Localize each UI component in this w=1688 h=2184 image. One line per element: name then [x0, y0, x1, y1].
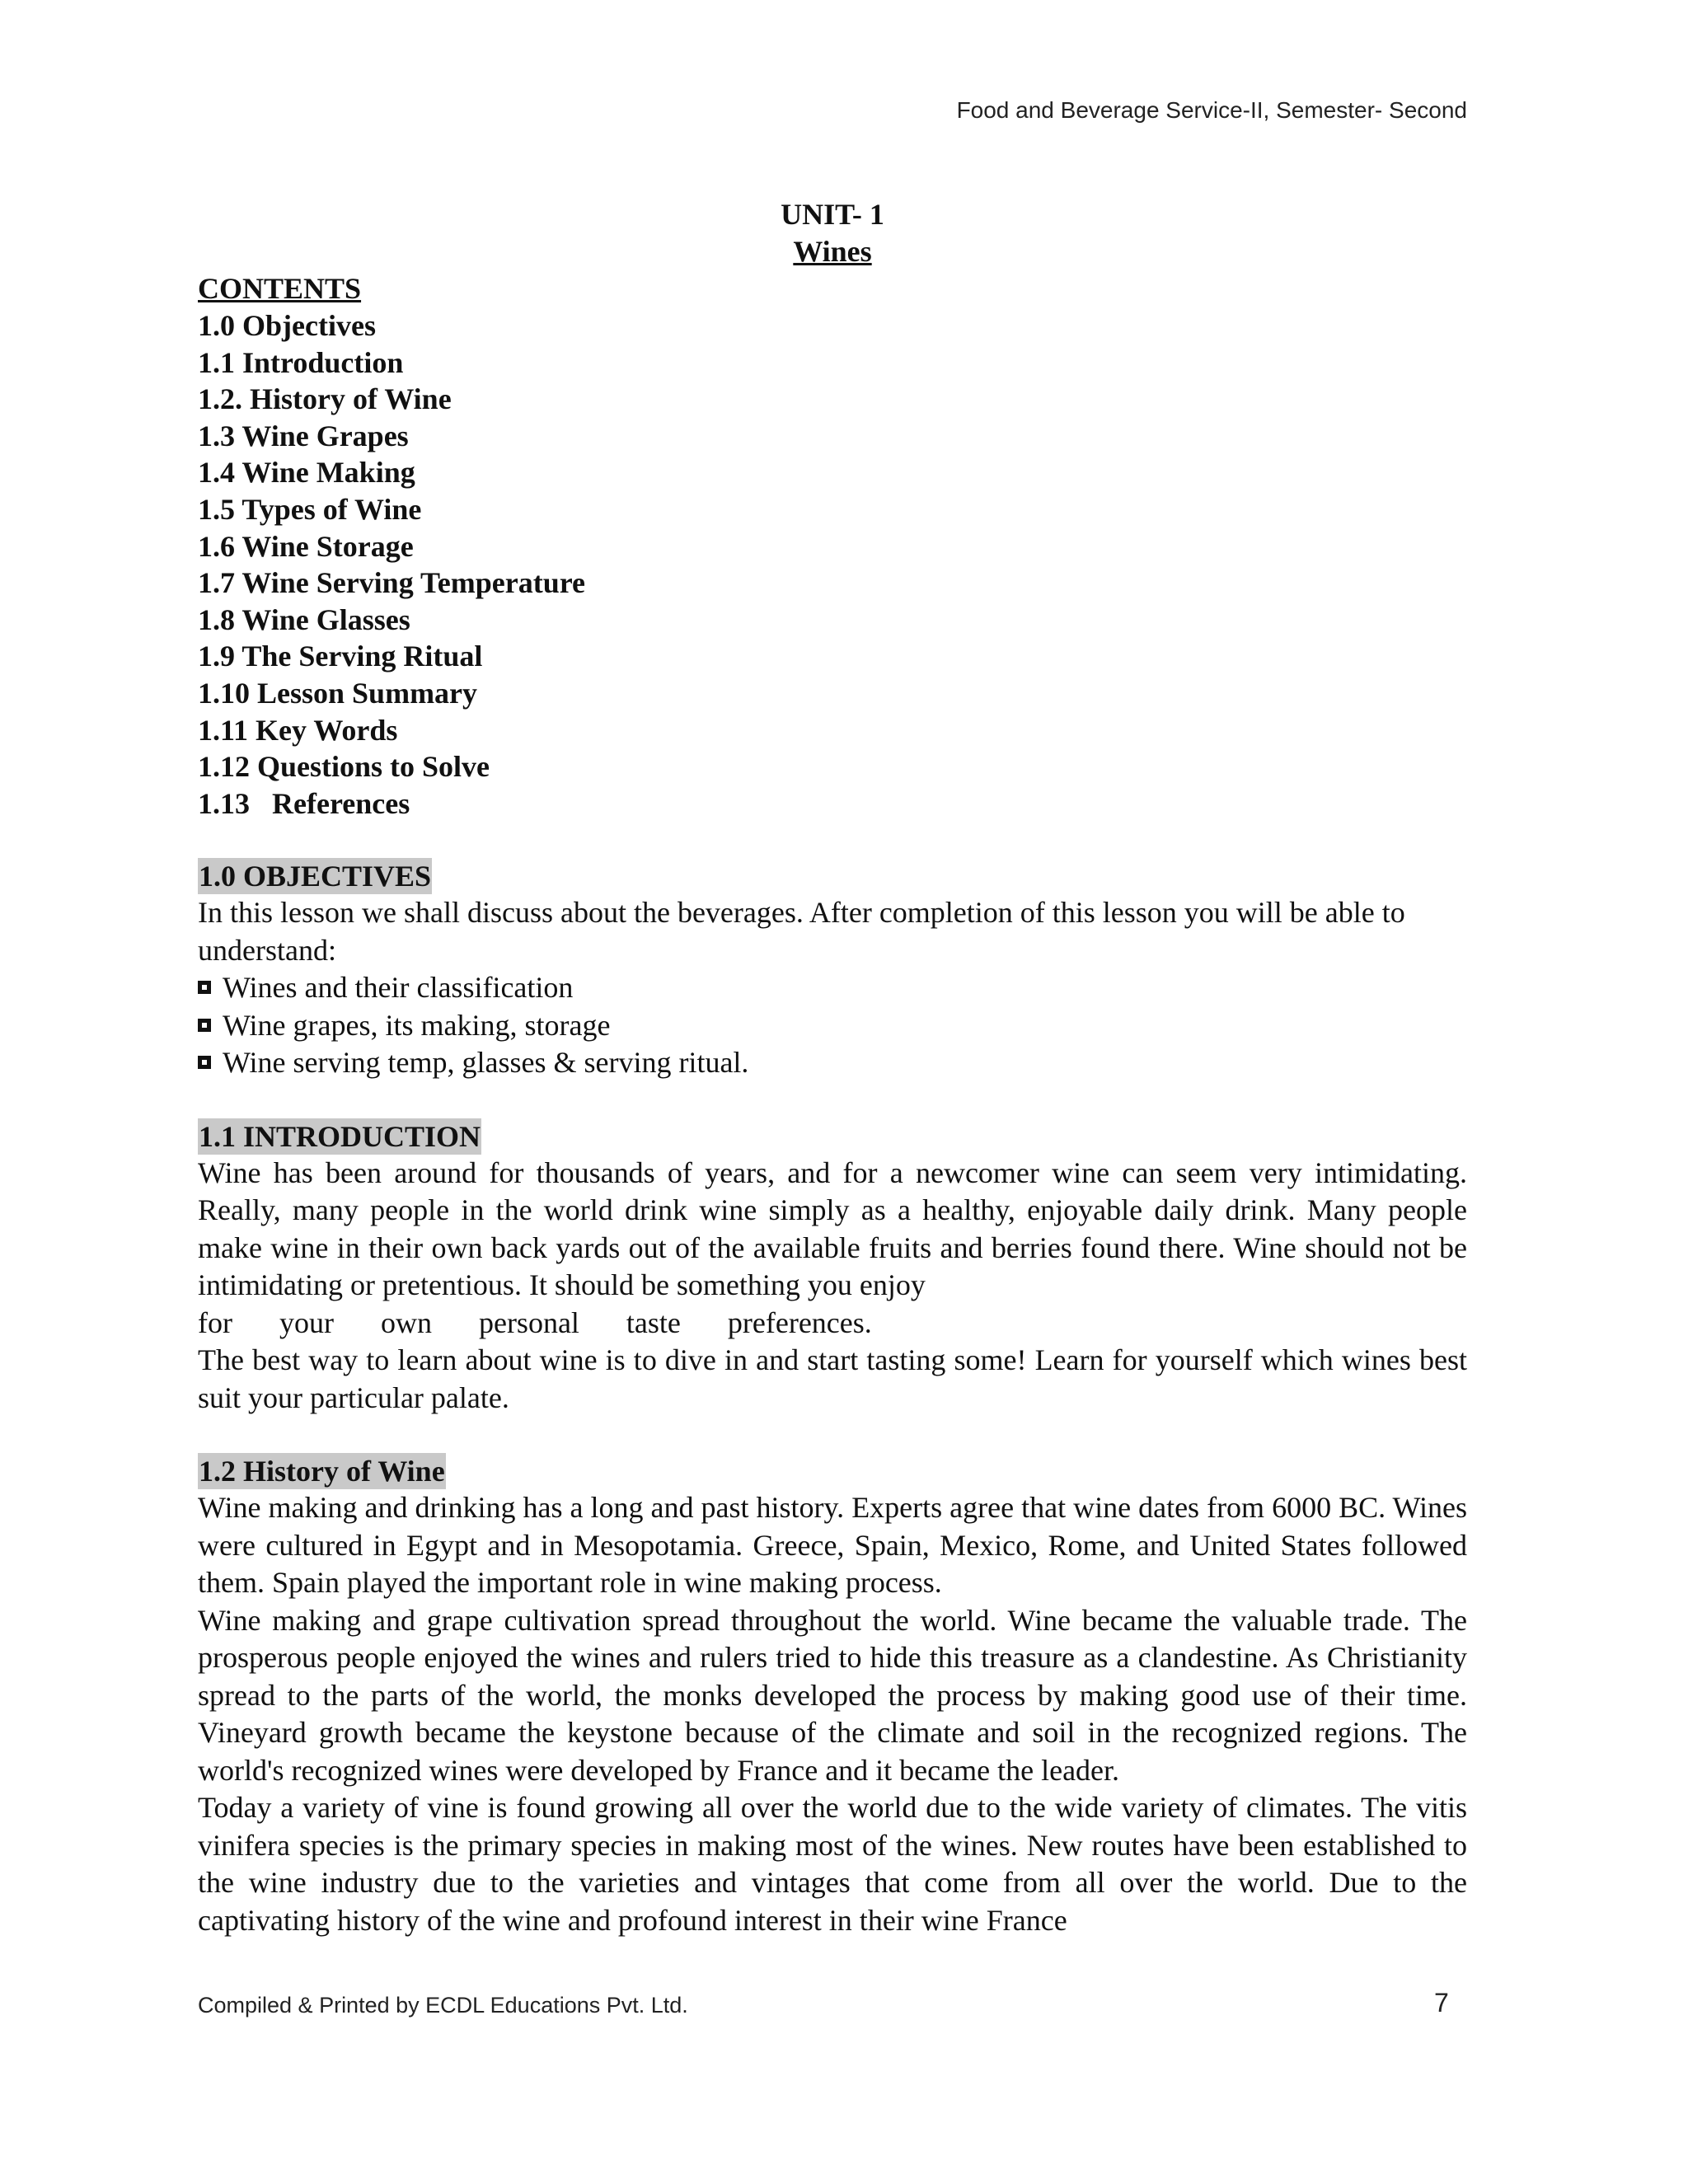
- toc-item: 1.2. History of Wine: [198, 382, 452, 416]
- toc-item: 1.4 Wine Making: [198, 456, 415, 490]
- toc-item: 1.5 Types of Wine: [198, 492, 422, 526]
- objective-item: [198, 1044, 1467, 1082]
- toc-item: 1.8 Wine Glasses: [198, 602, 410, 636]
- history-paragraph: Today a variety of vine is found growing all over the world due to the wide variety of climates. The vitis vinifera species is the primary species in making most of the wines. New routes have been established to the wine industry due to the varieties and vintages that come from all over the world. Due to the captivating history of the wine and profound interest in their wine France: [198, 1791, 1467, 1937]
- objectives-heading: 1.0 OBJECTIVES: [199, 860, 432, 893]
- history-paragraph: Wine making and grape cultivation spread throughout the world. Wine became the valuable trade. The prosperous people enjoyed the wines and rulers tried to hide this treasure as a clandestine. As Christianity spread to the parts of the world, the monks developed the process by making good use of their time. Vineyard growth became the keystone because of the climate and soil in the recognized regions. The world's recognized wines were developed by France and it became the leader.: [198, 1603, 1467, 1787]
- toc-item: 1.9 The Serving Ritual: [198, 640, 483, 673]
- toc-item: 1.7 Wine Serving Temperature: [198, 566, 586, 600]
- toc-item: 1.6 Wine Storage: [198, 529, 414, 563]
- unit-title: UNIT- 1: [781, 198, 884, 231]
- running-header: Food and Beverage Service-II, Semester- Second: [956, 97, 1467, 123]
- objectives-list: [198, 969, 1467, 1082]
- toc-item: 1.1 Introduction: [198, 345, 404, 379]
- introduction-paragraph: Wine has been around for thousands of years, and for a newcomer wine can seem very intimidating. Really, many people in the world drink wine simply as a healthy, enjoyable daily drink. Many people make wine in their own back yards out of the available fruits and berries found there. Wine should not be intimidating or pretentious. It should be something you enjoy: [198, 1155, 1467, 1302]
- toc-item: 1.3 Wine Grapes: [198, 419, 409, 452]
- introduction-paragraph: The best way to learn about wine is to dive in and start tasting some! Learn for yourself which wines best suit your particular palate.: [198, 1343, 1467, 1414]
- history-section: [198, 1453, 1467, 1939]
- introduction-heading: 1.1 INTRODUCTION: [199, 1119, 481, 1153]
- toc-item: 1.10 Lesson Summary: [198, 676, 478, 710]
- objective-text: Wine serving temp, glasses & serving ritual.: [223, 1046, 749, 1080]
- page-content: [198, 196, 1467, 1939]
- toc-item: 1.0 Objectives: [198, 309, 376, 342]
- table-of-contents: [198, 307, 1467, 822]
- square-bullet-icon: [198, 981, 211, 994]
- objectives-intro: In this lesson we shall discuss about the beverages. After completion of this lesson you will be able to understand:: [198, 896, 1405, 967]
- page-number: 7: [1434, 1988, 1449, 2018]
- objective-text: Wine grapes, its making, storage: [223, 1008, 611, 1042]
- unit-subtitle: Wines: [793, 235, 872, 268]
- introduction-paragraph-end: for your own personal taste preferences.: [198, 1305, 872, 1339]
- square-bullet-icon: [198, 1056, 211, 1069]
- contents-heading: CONTENTS: [198, 272, 362, 305]
- objective-item: [198, 969, 1467, 1007]
- toc-item: 1.12 Questions to Solve: [198, 750, 490, 784]
- objective-item: [198, 1007, 1467, 1045]
- square-bullet-icon: [198, 1019, 211, 1032]
- history-paragraph: Wine making and drinking has a long and past history. Experts agree that wine dates from 6000 BC. Wines were cultured in Egypt and in Mesopotamia. Greece, Spain, Mexico, Rome, and United States followed them. Spain played the important role in wine making process.: [198, 1491, 1467, 1600]
- history-heading: 1.2 History of Wine: [199, 1455, 445, 1488]
- objective-text: Wines and their classification: [223, 971, 574, 1005]
- objectives-section: [198, 858, 1467, 1082]
- footer-credit: Compiled & Printed by ECDL Educations Pvt. Ltd.: [198, 1993, 688, 2018]
- unit-title-block: [198, 196, 1467, 270]
- introduction-section: [198, 1118, 1467, 1418]
- toc-item: 1.13 References: [198, 786, 410, 820]
- toc-item: 1.11 Key Words: [198, 713, 398, 747]
